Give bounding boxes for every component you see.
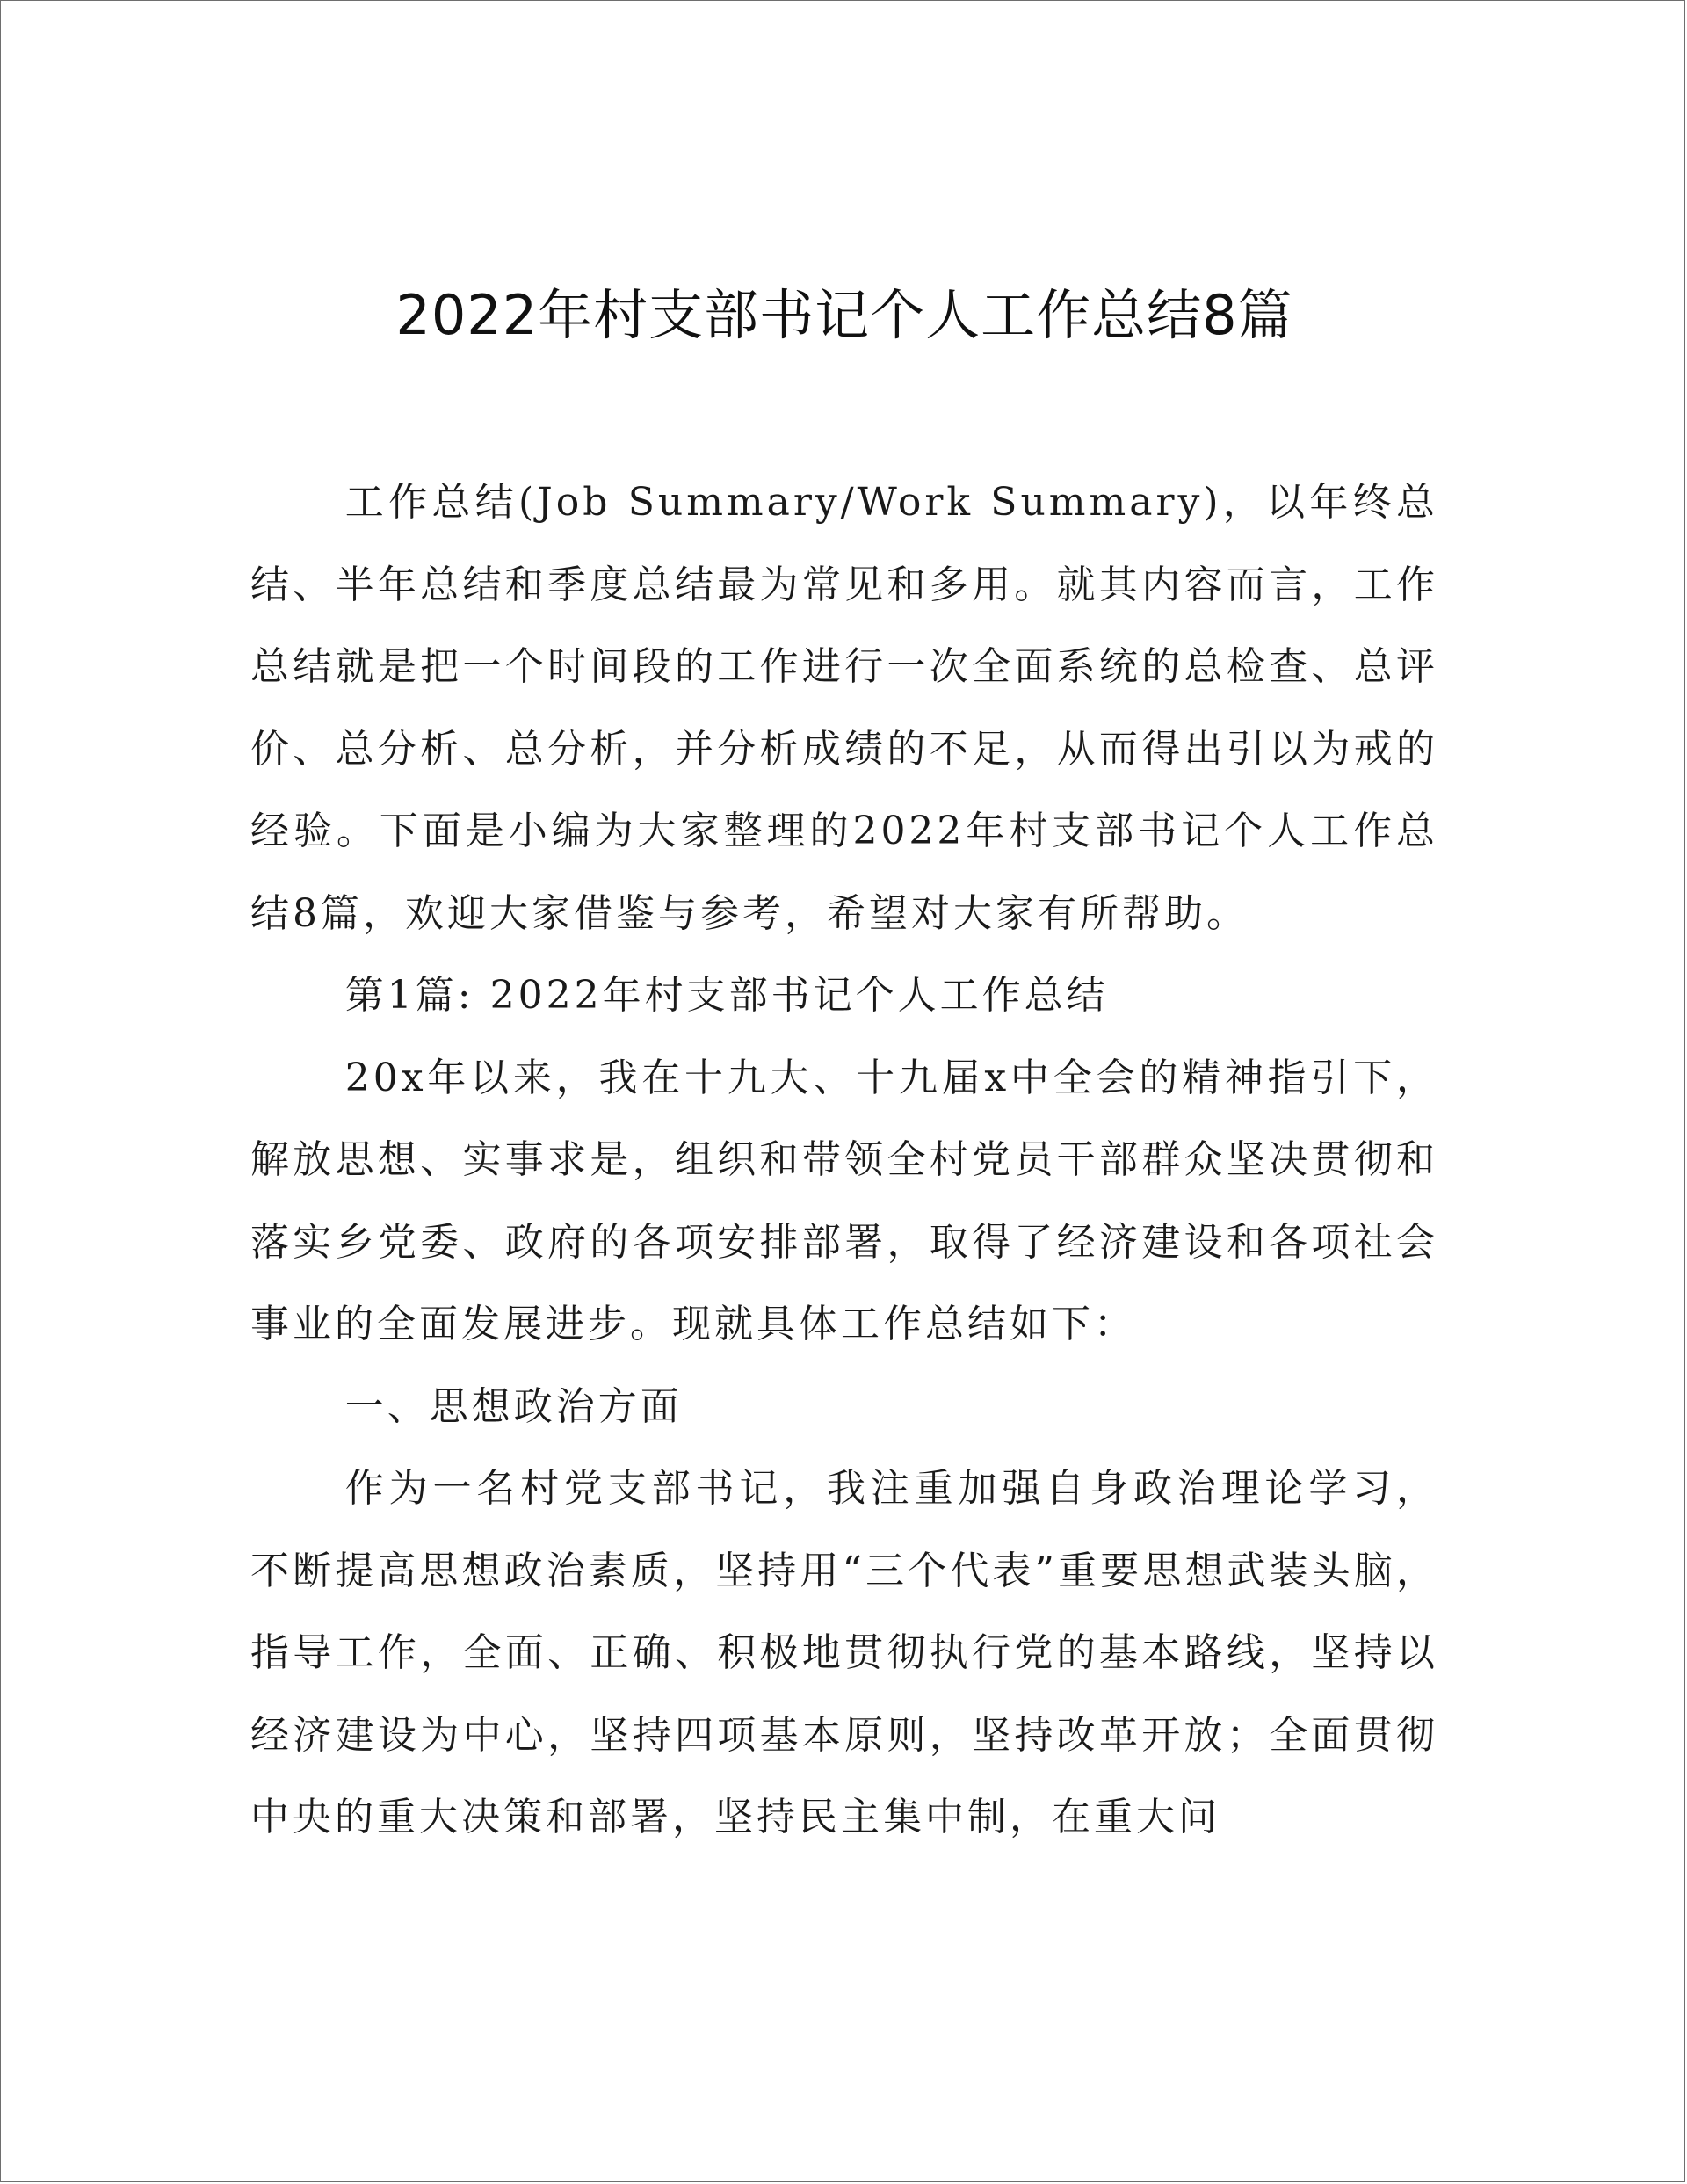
subsection-heading: 一、思想政治方面 <box>344 1383 683 1429</box>
section-heading: 第1篇: 2022年村支部书记个人工作总结 <box>344 973 1109 1018</box>
body-paragraph: 作为一名村党支部书记，我注重加强自身政治理论学习，不断提高思想政治素质，坚持用“三个代表”重要思想武装头脑，指导工作，全面、正确、积极地贯彻执行党的基本路线，坚持以经济建设为中心，坚持四项基本原则，坚持改革开放；全面贯彻中央的重大决策和部署，坚持民主集中制，在重大问 <box>250 1466 1438 1839</box>
document-body <box>250 461 1438 1859</box>
body-paragraph: 20x年以来，我在十九大、十九届x中全会的精神指引下，解放思想、实事求是，组织和带领全村党员干部群众坚决贯彻和落实乡党委、政府的各项安排部署，取得了经济建设和各项社会事业的全面发展进步。现就具体工作总结如下： <box>250 1055 1438 1346</box>
intro-paragraph: 工作总结(Job Summary/Work Summary)，以年终总结、半年总结和季度总结最为常见和多用。就其内容而言，工作总结就是把一个时间段的工作进行一次全面系统的总检查、总评价、总分析、总分析，并分析成绩的不足，从而得出引以为戒的经验。下面是小编为大家整理的2022年村支部书记个人工作总结8篇，欢迎大家借鉴与参考，希望对大家有所帮助。 <box>250 480 1438 936</box>
document-title: 2022年村支部书记个人工作总结8篇 <box>395 283 1293 347</box>
